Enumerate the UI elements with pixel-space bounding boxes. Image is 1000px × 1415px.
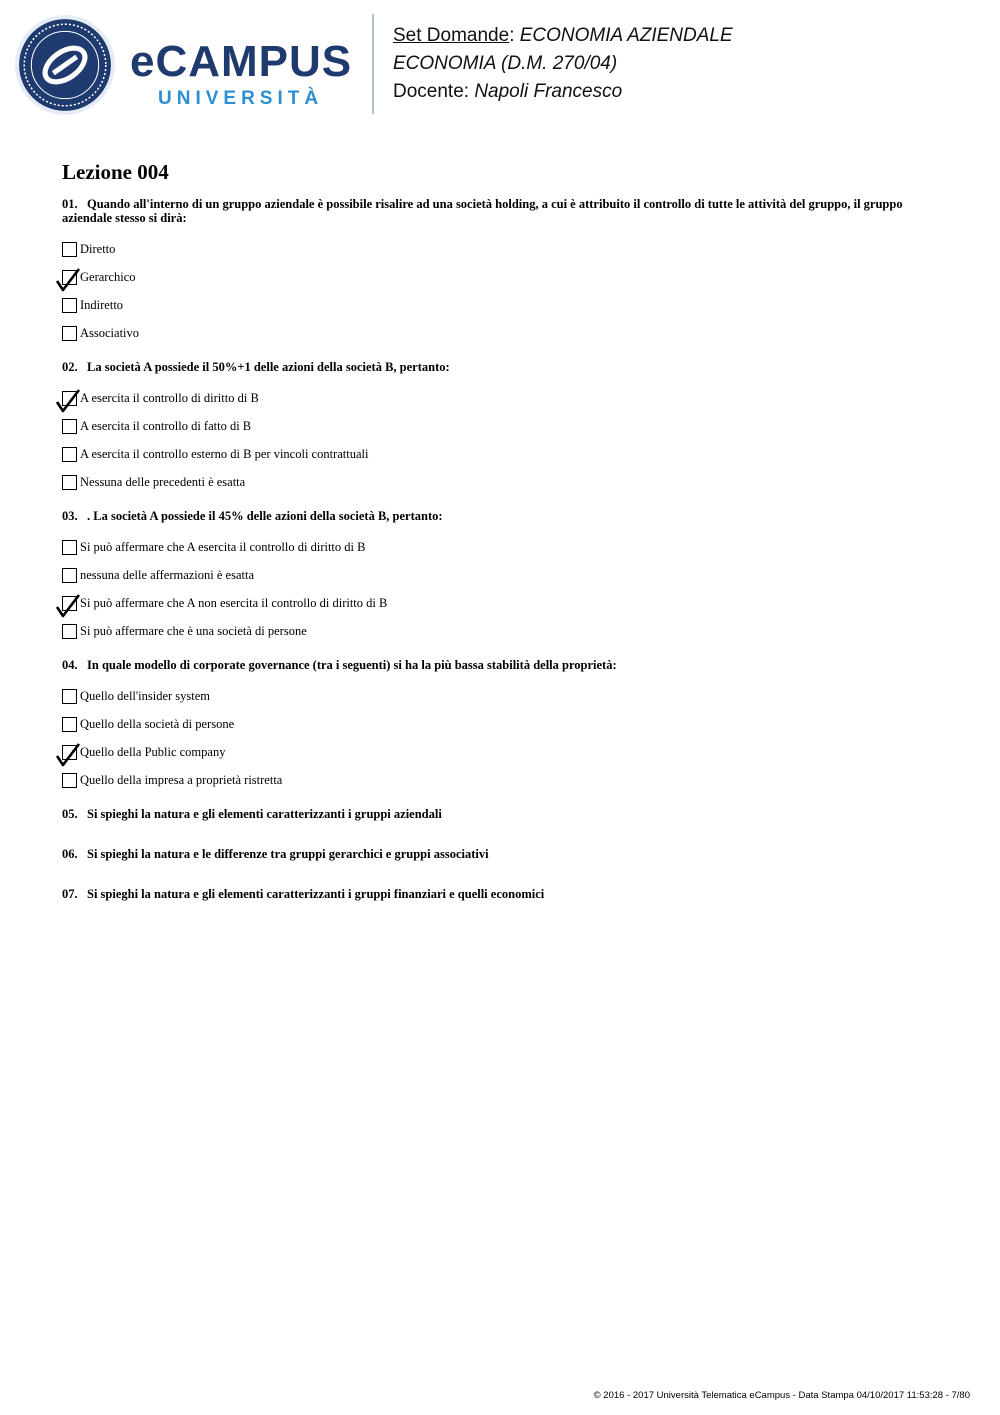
answer-checkbox[interactable] [62,475,77,490]
answer-label: Quello dell'insider system [80,688,211,703]
question-set [62,160,942,927]
answer-option[interactable] [62,263,942,291]
question-number: 04. [62,658,78,672]
answer-label: A esercita il controllo esterno di B per vincoli contrattuali [80,446,369,461]
answer-option[interactable] [62,468,942,496]
question-number: 03. [62,509,78,523]
checkmark-icon [55,388,81,414]
question-stem: . La società A possiede il 45% delle azioni della società B, pertanto: [87,509,443,523]
answer-option[interactable] [62,235,942,263]
header-info [393,22,733,106]
question-stem: In quale modello di corporate governance (tra i seguenti) si ha la più bassa stabilità della proprietà: [87,658,617,672]
answer-option[interactable] [62,617,942,645]
answer-checkbox[interactable] [62,717,77,732]
answer-options [62,533,942,645]
question-number: 01. [62,197,78,211]
answer-label: A esercita il controllo di fatto di B [80,418,252,433]
course-name: ECONOMIA AZIENDALE [519,25,733,46]
page-footer: © 2016 - 2017 Università Telematica eCampus - Data Stampa 04/10/2017 11:53:28 - 7/80 [593,1390,970,1401]
question-block [62,509,942,645]
question-number: 06. [62,847,78,861]
answer-options [62,384,942,496]
answer-option[interactable] [62,291,942,319]
answer-option[interactable] [62,589,942,617]
answer-options [62,682,942,794]
answer-label: A esercita il controllo di diritto di B [80,390,259,405]
answer-checkbox[interactable] [62,447,77,462]
open-questions [62,807,942,901]
page-header [0,0,1000,130]
answer-options [62,235,942,347]
multiple-choice-questions [62,197,942,794]
question-stem: Si spieghi la natura e gli elementi caratterizzanti i gruppi finanziari e quelli economici [87,887,545,901]
answer-checkbox[interactable] [62,298,77,313]
set-separator: : [509,25,515,46]
answer-label: Si può affermare che A non esercita il controllo di diritto di B [80,595,388,610]
open-question [62,887,942,901]
answer-checkbox[interactable] [62,596,77,611]
answer-label: Quello della Public company [80,744,226,759]
question-text [62,658,942,672]
lesson-title: Lezione 004 [62,160,169,184]
answer-checkbox[interactable] [62,745,77,760]
answer-label: Indiretto [80,297,124,312]
answer-option[interactable] [62,319,942,347]
question-number: 05. [62,807,78,821]
question-stem: Quando all'interno di un gruppo aziendale è possibile risalire ad una società holding, a cui è attribuito il controllo di tutte le attività del gruppo, il gruppo aziendale stesso si dirà: [62,197,903,225]
checkmark-icon [55,267,81,293]
question-number: 07. [62,887,78,901]
question-text [62,360,942,374]
answer-checkbox[interactable] [62,326,77,341]
answer-option[interactable] [62,738,942,766]
answer-checkbox[interactable] [62,391,77,406]
ecampus-seal-logo [14,14,116,116]
question-stem: Si spieghi la natura e le differenze tra gruppi gerarchici e gruppi associativi [87,847,489,861]
teacher-name: Napoli Francesco [474,81,623,102]
answer-option[interactable] [62,710,942,738]
answer-option[interactable] [62,440,942,468]
set-label: Set Domande [393,25,510,46]
answer-option[interactable] [62,412,942,440]
answer-option[interactable] [62,682,942,710]
answer-checkbox[interactable] [62,773,77,788]
question-block [62,360,942,496]
question-number: 02. [62,360,78,374]
answer-label: Gerarchico [80,269,136,284]
answer-option[interactable] [62,561,942,589]
teacher-line [393,78,733,106]
answer-label: Associativo [80,325,140,340]
answer-checkbox[interactable] [62,624,77,639]
ecampus-wordmark-logo [130,37,353,110]
question-block [62,658,942,794]
question-stem: Si spieghi la natura e gli elementi caratterizzanti i gruppi aziendali [87,807,442,821]
answer-label: Si può affermare che A esercita il controllo di diritto di B [80,539,366,554]
checkmark-icon [55,593,81,619]
header-divider [372,14,374,114]
program-name: ECONOMIA (D.M. 270/04) [393,53,618,74]
answer-checkbox[interactable] [62,568,77,583]
open-question [62,847,942,861]
answer-label: nessuna delle affermazioni è esatta [80,567,254,582]
question-text [62,509,942,523]
question-stem: La società A possiede il 50%+1 delle azioni della società B, pertanto: [87,360,450,374]
answer-checkbox[interactable] [62,689,77,704]
answer-checkbox[interactable] [62,419,77,434]
question-block [62,197,942,347]
answer-label: Nessuna delle precedenti è esatta [80,474,246,489]
logo-subtitle: UNIVERSITÀ [158,88,324,109]
answer-checkbox[interactable] [62,270,77,285]
answer-option[interactable] [62,766,942,794]
answer-checkbox[interactable] [62,540,77,555]
answer-label: Si può affermare che è una società di persone [80,623,307,638]
answer-option[interactable] [62,533,942,561]
answer-label: Quello della società di persone [80,716,235,731]
open-question [62,807,942,821]
question-text [62,197,942,225]
answer-label: Diretto [80,241,116,256]
checkmark-icon [55,742,81,768]
answer-option[interactable] [62,384,942,412]
logo-brand: eCAMPUS [130,37,353,86]
answer-label: Quello della impresa a proprietà ristretta [80,772,283,787]
teacher-label: Docente: [393,81,470,102]
set-line [393,22,733,50]
answer-checkbox[interactable] [62,242,77,257]
